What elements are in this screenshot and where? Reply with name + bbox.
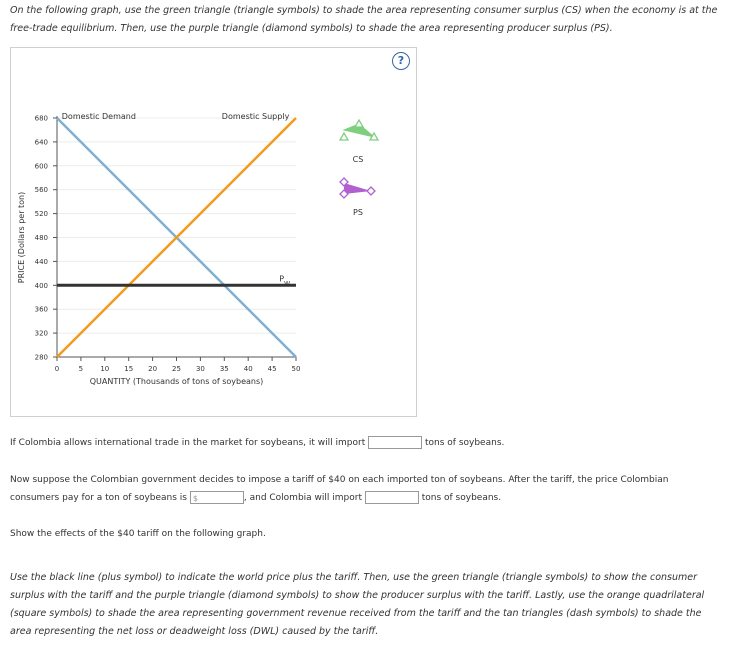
q2-line1: Now suppose the Colombian government decides to impose a tariff of $40 on each imported ton of soybeans. After the tariff, the price Colombian bbox=[10, 475, 669, 485]
y-tick-label: 560 bbox=[34, 186, 48, 195]
q2-mid: , and Colombia will import bbox=[243, 493, 362, 503]
y-tick-label: 280 bbox=[34, 353, 48, 362]
price-input[interactable]: $ bbox=[190, 491, 244, 504]
chart[interactable] bbox=[11, 48, 416, 416]
x-tick-label: 10 bbox=[100, 365, 110, 373]
instructions-text: Use the black line (plus symbol) to indicate the world price plus the tariff. Then, use the green triangle (triangle symbols) to show the consumer surplus with the tariff and the purple triangle (diamond symbols) to show the producer surplus with the tariff. Lastly, use the orange quadrilateral (square symbols) to shade the area representing government revenue received from the tariff and the tan triangles (dash symbols) to shade the area representing the net loss or deadweight loss (DWL) caused by the tariff. bbox=[10, 572, 705, 637]
y-tick-label: 680 bbox=[34, 114, 48, 123]
q1-text: If Colombia allows international trade in the market for soybeans, it will import bbox=[10, 438, 366, 448]
q1-suffix: tons of soybeans. bbox=[425, 438, 505, 448]
cs-vertex-icon bbox=[355, 120, 363, 127]
import-tariff-input[interactable] bbox=[365, 491, 419, 504]
x-tick-label: 40 bbox=[243, 365, 253, 373]
x-tick-label: 15 bbox=[124, 365, 134, 373]
cs-vertex-icon bbox=[340, 133, 348, 140]
world-price-subscript: W bbox=[284, 280, 291, 288]
x-tick-label: 30 bbox=[195, 365, 205, 373]
x-tick-label: 25 bbox=[172, 365, 181, 373]
ps-legend-label: PS bbox=[353, 208, 363, 217]
x-tick-label: 0 bbox=[54, 365, 60, 373]
y-tick-label: 520 bbox=[34, 210, 48, 219]
question-2 bbox=[10, 471, 730, 507]
x-tick-label: 35 bbox=[219, 365, 229, 373]
demand-label: Domestic Demand bbox=[61, 112, 136, 122]
cs-legend-label: CS bbox=[352, 155, 364, 164]
question-1 bbox=[10, 434, 504, 452]
q2-text: consumers pay for a ton of soybeans is bbox=[10, 493, 187, 503]
help-icon[interactable]: ? bbox=[392, 52, 410, 70]
x-tick-label: 5 bbox=[78, 365, 84, 373]
graph-panel[interactable] bbox=[10, 47, 417, 417]
y-tick-label: 400 bbox=[34, 281, 48, 290]
ps-vertex-icon bbox=[367, 187, 375, 195]
show-effects-text: Show the effects of the $40 tariff on the following graph. bbox=[10, 529, 266, 539]
y-tick-label: 360 bbox=[34, 305, 48, 314]
y-tick-label: 440 bbox=[34, 257, 48, 266]
x-tick-label: 20 bbox=[148, 365, 158, 373]
supply-label: Domestic Supply bbox=[221, 112, 290, 122]
world-price-label: $P_W$ bbox=[279, 274, 291, 288]
y-tick-label: 480 bbox=[34, 234, 48, 242]
q2-suffix: tons of soybeans. bbox=[421, 493, 502, 503]
x-axis-label: QUANTITY (Thousands of tons of soybeans) bbox=[89, 377, 264, 386]
y-tick-label: 320 bbox=[34, 329, 48, 338]
x-tick-label: 50 bbox=[291, 365, 301, 373]
x-tick-label: 45 bbox=[267, 365, 277, 373]
import-input[interactable] bbox=[368, 436, 422, 449]
y-axis-label: PRICE (Dollars per ton) bbox=[17, 191, 26, 284]
y-tick-label: 640 bbox=[34, 138, 48, 147]
ps-triangle-icon bbox=[344, 183, 371, 194]
intro-text: On the following graph, use the green triangle (triangle symbols) to shade the area representing consumer surplus (CS) when the economy is at the free-trade equilibrium. Then, use the purple triangle (diamond symbols) to shade the area representing producer surplus (PS). bbox=[10, 5, 718, 34]
y-tick-label: 600 bbox=[34, 162, 48, 171]
